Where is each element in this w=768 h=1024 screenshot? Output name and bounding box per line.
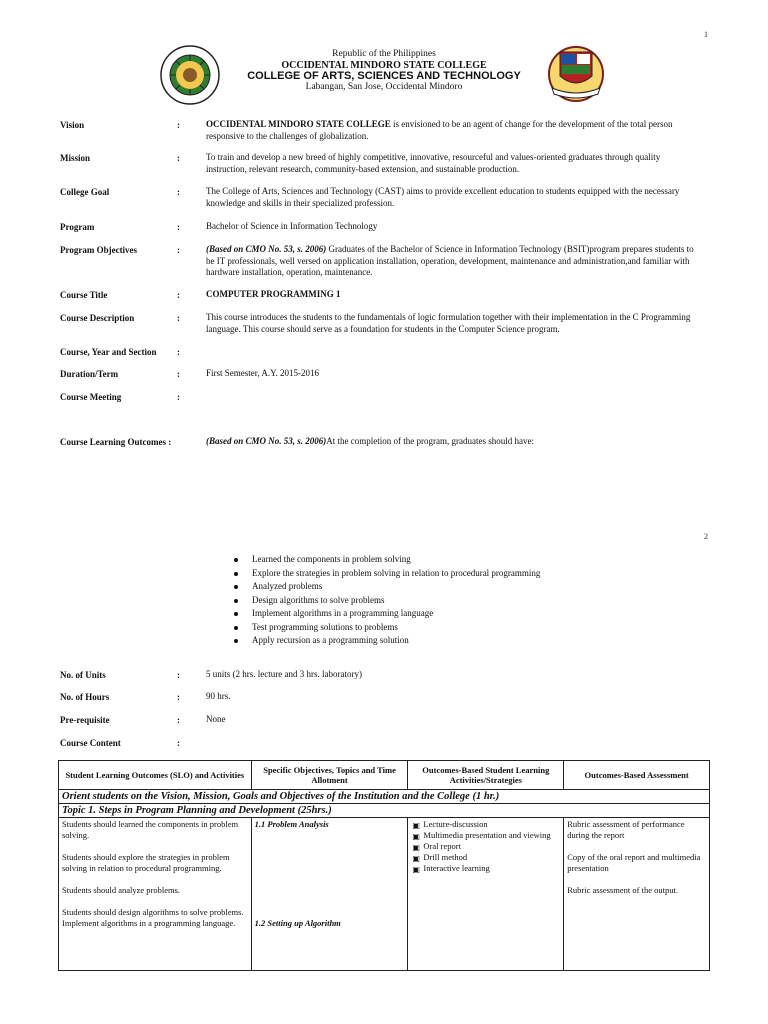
vision-text	[206, 119, 696, 142]
hours-colon: :	[177, 692, 180, 702]
course-description-text: This course introduces the students to the fundamentals of logic formulation together with their implementation in the C Programming language. This course should serve as a foundation for students in the Computer Science program.	[206, 312, 691, 334]
list-item: Implement algorithms in a programming language	[232, 607, 540, 621]
activity-label: Lecture-discussion	[423, 819, 488, 829]
cast-crest-logo	[540, 44, 612, 104]
vision-label: Vision	[60, 120, 85, 130]
column-header: Outcomes-Based Assessment	[564, 761, 710, 790]
college-goal-colon: :	[177, 187, 180, 197]
vision-colon: :	[177, 120, 180, 130]
book-icon: ▣	[412, 832, 420, 841]
program-label: Program	[60, 222, 95, 232]
topic-row	[59, 804, 710, 818]
activities-list	[411, 819, 560, 874]
course-content-table	[58, 760, 710, 971]
book-icon: ▣	[412, 821, 420, 830]
book-icon: ▣	[412, 854, 420, 863]
course-learning-outcomes-label: Course Learning Outcomes :	[60, 437, 172, 447]
slo-cell	[59, 818, 252, 971]
vision-college-name: OCCIDENTAL MINDORO STATE COLLEGE	[206, 119, 391, 129]
program-colon: :	[177, 222, 180, 232]
vision-body: is envisioned to be an agent of change for the development of the total person responsive to the challenges of globalization.	[206, 119, 673, 141]
course-description-label: Course Description	[60, 313, 135, 323]
address-line: Labangan, San Jose, Occidental Mindoro	[305, 82, 463, 92]
program-text: Bachelor of Science in Information Technology	[206, 221, 378, 231]
activity-label: Oral report	[423, 841, 461, 851]
activities-cell	[408, 818, 564, 971]
list-item: Test programming solutions to problems	[232, 621, 540, 635]
topic-title: Topic 1. Steps in Program Planning and Development (25hrs.)	[59, 804, 710, 818]
assessment-item: Rubric assessment of the output.	[567, 885, 678, 895]
list-item	[411, 830, 560, 841]
topics-cell	[251, 818, 408, 971]
department-name: COLLEGE OF ARTS, SCIENCES AND TECHNOLOGY	[247, 70, 521, 82]
course-content-label: Course Content	[60, 738, 121, 748]
outcomes-body: At the completion of the program, graduates should have:	[326, 436, 534, 446]
college-goal-text: The College of Arts, Sciences and Technology (CAST) aims to provide excellent education to students equipped with the necessary knowledge and skills in their specialized profession.	[206, 186, 680, 208]
course-meeting-colon: :	[177, 392, 180, 402]
outcomes-reference: (Based on CMO No. 53, s. 2006)	[206, 436, 327, 446]
slo-item: Students should learned the components in problem solving.	[62, 819, 239, 840]
list-item	[411, 841, 560, 852]
course-meeting-label: Course Meeting	[60, 392, 122, 402]
program-objectives-text	[206, 244, 696, 279]
activity-label: Drill method	[423, 852, 468, 862]
course-description-colon: :	[177, 313, 180, 323]
prerequisite-text: None	[206, 714, 226, 724]
page-number: 2	[704, 532, 708, 541]
program-objectives-colon: :	[177, 245, 180, 255]
course-section-label: Course, Year and Section	[60, 347, 157, 357]
outcomes-list	[232, 553, 540, 648]
course-title-text: COMPUTER PROGRAMMING 1	[206, 289, 341, 299]
book-icon: ▣	[412, 843, 420, 852]
activity-label: Interactive learning	[423, 863, 490, 873]
orientation-text: Orient students on the Vision, Mission, Goals and Objectives of the Institution and the College (1 hr.)	[59, 790, 710, 804]
course-section-colon: :	[177, 347, 180, 357]
program-objectives-label: Program Objectives	[60, 245, 138, 255]
table-row	[59, 818, 710, 971]
list-item: Apply recursion as a programming solution	[232, 634, 540, 648]
mission-colon: :	[177, 153, 180, 163]
list-item: Explore the strategies in problem solving in relation to procedural programming	[232, 567, 540, 581]
slo-item: Students should explore the strategies in problem solving in relation to procedural programming.	[62, 852, 230, 873]
document-header	[200, 49, 568, 93]
duration-label: Duration/Term	[60, 369, 119, 379]
list-item: Design algorithms to solve problems	[232, 594, 540, 608]
hours-text: 90 hrs.	[206, 691, 231, 701]
mission-text: To train and develop a new breed of highly competitive, innovative, resourceful and values-oriented graduates through quality instruction, relevant research, community-based extension, and sustainable production.	[206, 152, 661, 174]
column-header: Specific Objectives, Topics and Time Allotment	[251, 761, 408, 790]
assessment-cell	[564, 818, 710, 971]
college-goal-label: College Goal	[60, 187, 110, 197]
slo-item: Students should analyze problems.	[62, 885, 181, 895]
course-content-colon: :	[177, 738, 180, 748]
list-item: Learned the components in problem solving	[232, 553, 540, 567]
course-title-label: Course Title	[60, 290, 108, 300]
hours-label: No. of Hours	[60, 692, 110, 702]
objectives-body: Graduates of the Bachelor of Science in Information Technology (BSIT)program prepares students to be IT professionals, well versed on application installation, operation, development, maintenance and administration,and familiar with hardware installation, operation, maintenance.	[206, 244, 694, 277]
prerequisite-colon: :	[177, 715, 180, 725]
page-number: 1	[704, 30, 708, 39]
slo-item: Students should design algorithms to solve problems.	[62, 907, 244, 917]
list-item	[411, 852, 560, 863]
activity-label: Multimedia presentation and viewing	[423, 830, 551, 840]
list-item	[411, 819, 560, 830]
assessment-item: Copy of the oral report and multimedia presentation	[567, 852, 701, 873]
units-colon: :	[177, 670, 180, 680]
duration-colon: :	[177, 369, 180, 379]
prerequisite-label: Pre-requisite	[60, 715, 110, 725]
mission-label: Mission	[60, 153, 91, 163]
objectives-reference: (Based on CMO No. 53, s. 2006)	[206, 244, 327, 254]
duration-text: First Semester, A.Y. 2015-2016	[206, 368, 319, 378]
topic-item: 1.1 Problem Analysis	[254, 819, 329, 829]
list-item	[411, 863, 560, 874]
units-label: No. of Units	[60, 670, 106, 680]
assessment-item: Rubric assessment of performance during the report	[567, 819, 685, 840]
book-icon: ▣	[412, 865, 420, 874]
units-text: 5 units (2 hrs. lecture and 3 hrs. laboratory)	[206, 669, 362, 679]
slo-item: Implement algorithms in a programming language.	[62, 918, 236, 928]
republic-line: Republic of the Philippines	[332, 49, 436, 59]
topic-item: 1.2 Setting up Algorithm	[254, 918, 341, 928]
list-item: Analyzed problems	[232, 580, 540, 594]
column-header: Outcomes-Based Student Learning Activities/Strategies	[408, 761, 564, 790]
course-learning-outcomes-text	[206, 436, 696, 448]
orientation-row	[59, 790, 710, 804]
column-header: Student Learning Outcomes (SLO) and Activities	[59, 761, 252, 790]
college-name: OCCIDENTAL MINDORO STATE COLLEGE	[281, 60, 487, 71]
table-header-row	[59, 761, 710, 790]
course-title-colon: :	[177, 290, 180, 300]
